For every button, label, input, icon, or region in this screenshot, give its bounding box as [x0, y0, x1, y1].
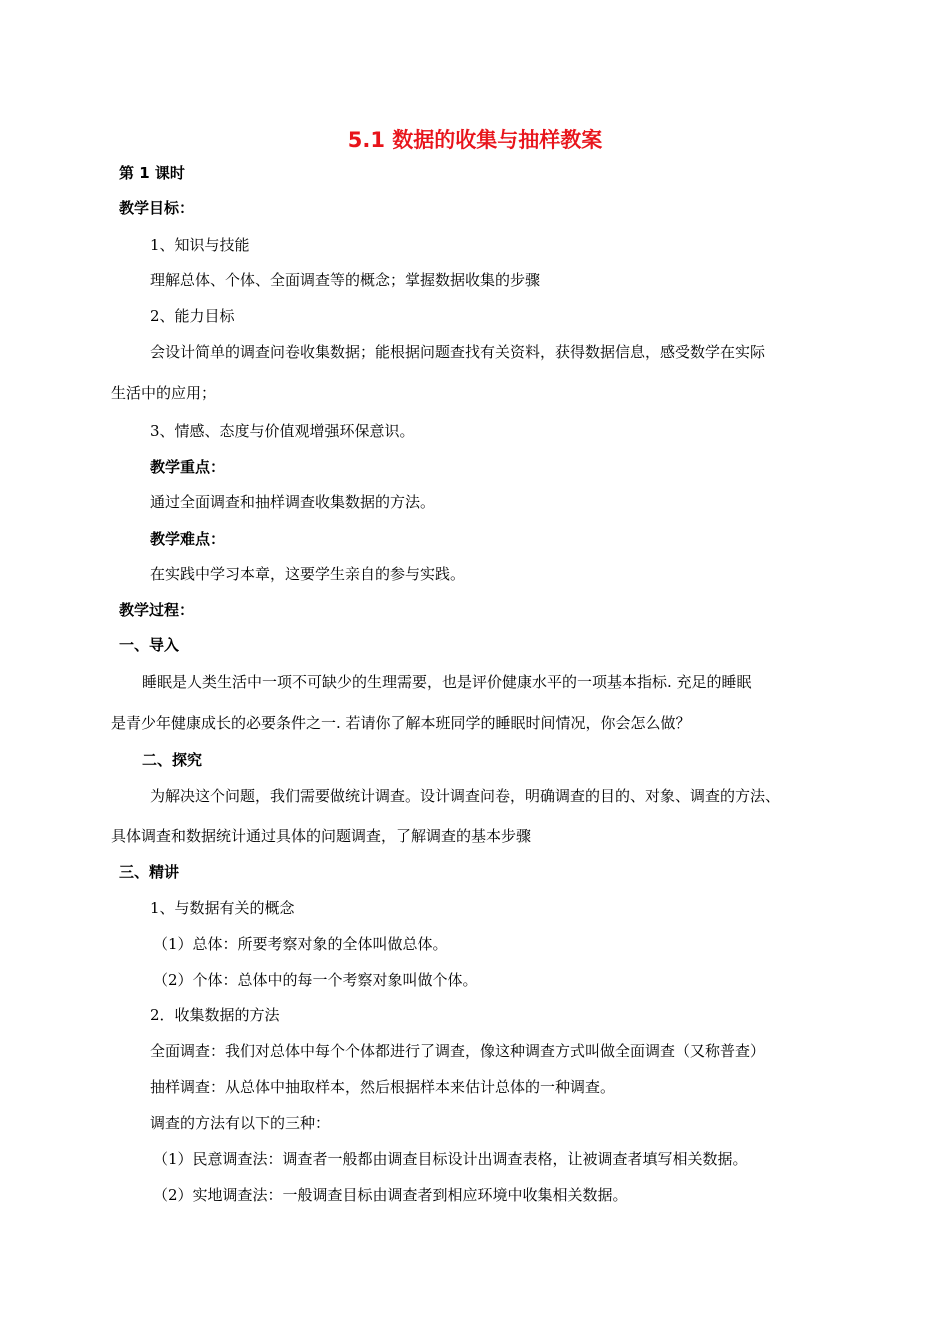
heading-teaching-process: 教学过程： [119, 601, 195, 619]
paragraph-line: 会设计简单的调查问卷收集数据；能根据问题查找有关资料，获得数据信息，感受数学在实际 [150, 343, 766, 361]
paragraph-line: 生活中的应用； [111, 384, 217, 402]
paragraph-line: （1）民意调查法：调查者一般都由调查目标设计出调查表格，让被调查者填写相关数据。 [153, 1150, 748, 1168]
paragraph-line: 具体调查和数据统计通过具体的问题调查，了解调查的基本步骤 [111, 827, 532, 845]
paragraph-line: （1）总体：所要考察对象的全体叫做总体。 [153, 935, 448, 953]
paragraph-line: （2）个体：总体中的每一个考察对象叫做个体。 [153, 971, 478, 989]
section-heading: 三、精讲 [119, 863, 180, 881]
paragraph-line: 调查的方法有以下的三种： [150, 1114, 331, 1132]
heading-teaching-goals: 教学目标： [119, 199, 195, 217]
paragraph-line: 在实践中学习本章，这要学生亲自的参与实践。 [150, 565, 466, 583]
section-heading: 一、导入 [119, 636, 180, 654]
lesson-period: 第 1 课时 [119, 164, 185, 182]
paragraph-line: 1、与数据有关的概念 [150, 899, 295, 917]
paragraph-line: 抽样调查：从总体中抽取样本，然后根据样本来估计总体的一种调查。 [150, 1078, 616, 1096]
paragraph-line: （2）实地调查法：一般调查目标由调查者到相应环境中收集相关数据。 [153, 1186, 628, 1204]
document-title: 5.1 数据的收集与抽样教案 [347, 128, 603, 152]
paragraph-line: 睡眠是人类生活中一项不可缺少的生理需要，也是评价健康水平的一项基本指标. 充足的睡眠 [142, 673, 752, 691]
paragraph-line: 通过全面调查和抽样调查收集数据的方法。 [150, 493, 436, 511]
paragraph-line: 是青少年健康成长的必要条件之一. 若请你了解本班同学的睡眠时间情况，你会怎么做？ [111, 714, 691, 732]
paragraph-line: 全面调查：我们对总体中每个个体都进行了调查，像这种调查方式叫做全面调查（又称普查） [150, 1042, 766, 1060]
paragraph-line: 2、能力目标 [150, 307, 235, 325]
heading-key-points: 教学重点： [150, 458, 226, 476]
section-heading: 二、探究 [142, 751, 203, 769]
paragraph-line: 理解总体、个体、全面调查等的概念；掌握数据收集的步骤 [150, 271, 541, 289]
paragraph-line: 为解决这个问题，我们需要做统计调查。设计调查问卷，明确调查的目的、对象、调查的方法、 [150, 787, 781, 805]
paragraph-line: 3、情感、态度与价值观增强环保意识。 [150, 422, 415, 440]
heading-difficulties: 教学难点： [150, 530, 226, 548]
paragraph-line: 1、知识与技能 [150, 236, 250, 254]
paragraph-line: 2．收集数据的方法 [150, 1006, 280, 1024]
